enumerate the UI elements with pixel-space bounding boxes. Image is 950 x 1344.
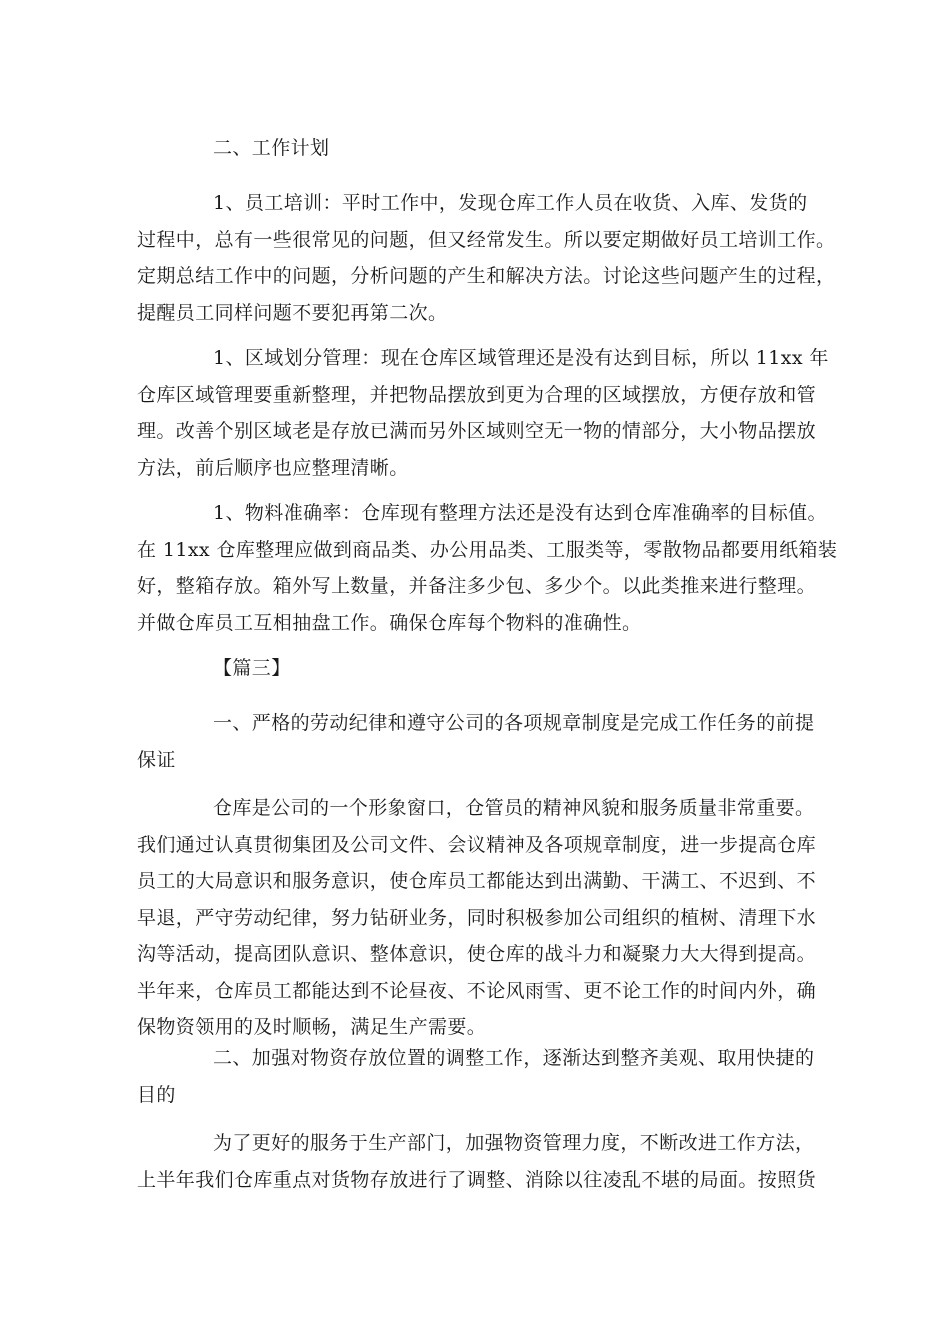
section-heading-work-plan: 二、工作计划 (213, 137, 330, 159)
paragraph-line: 半年来，仓库员工都能达到不论昼夜、不论风雨雪、更不论工作的时间内外，确 (137, 979, 817, 1002)
heading-line: 二、加强对物资存放位置的调整工作，逐渐达到整齐美观、取用快捷的 (213, 1047, 815, 1069)
paragraph-line: 1、员工培训：平时工作中，发现仓库工作人员在收货、入库、发货的 (213, 192, 808, 214)
heading-storage-adjustment (137, 1040, 817, 1113)
paragraph-line: 1、物料准确率：仓库现有整理方法还是没有达到仓库准确率的目标值。 (213, 502, 827, 524)
section-three-title: 【篇三】 (213, 657, 291, 679)
paragraph-zone-management (137, 340, 829, 486)
paragraph-line: 在 11xx 仓库整理应做到商品类、办公用品类、工服类等，零散物品都要用纸箱装 (137, 538, 838, 561)
paragraph-line: 1、区域划分管理：现在仓库区域管理还是没有达到目标，所以 11xx 年 (213, 347, 829, 369)
paragraph-line: 好，整箱存放。箱外写上数量，并备注多少包、多少个。以此类推来进行整理。 (137, 575, 817, 597)
paragraph-line: 理。改善个别区域老是存放已满而另外区域则空无一物的情部分，大小物品摆放 (137, 420, 817, 442)
paragraph-line: 仓库是公司的一个形象窗口，仓管员的精神风貌和服务质量非常重要。 (213, 797, 815, 819)
heading-line: 一、严格的劳动纪律和遵守公司的各项规章制度是完成工作任务的前提 (213, 712, 815, 734)
paragraph-line: 过程中，总有一些很常见的问题，但又经常发生。所以要定期做好员工培训工作。 (137, 228, 836, 251)
paragraph-line: 保物资领用的及时顺畅，满足生产需要。 (137, 1016, 487, 1038)
paragraph-line: 定期总结工作中的问题，分析问题的产生和解决方法。讨论这些问题产生的过程， (137, 265, 836, 287)
paragraph-material-accuracy (137, 495, 838, 641)
paragraph-line: 我们通过认真贯彻集团及公司文件、会议精神及各项规章制度，进一步提高仓库 (137, 833, 817, 856)
paragraph-line: 早退，严守劳动纪律，努力钻研业务，同时积极参加公司组织的植树、清理下水 (137, 906, 817, 929)
paragraph-line: 为了更好的服务于生产部门，加强物资管理力度，不断改进工作方法， (213, 1132, 815, 1154)
heading-labor-discipline (137, 705, 817, 778)
paragraph-line: 方法，前后顺序也应整理清晰。 (137, 456, 409, 479)
paragraph-line: 沟等活动，提高团队意识、整体意识，使仓库的战斗力和凝聚力大大得到提高。 (137, 943, 817, 965)
paragraph-line: 仓库区域管理要重新整理，并把物品摆放到更为合理的区域摆放，方便存放和管 (137, 383, 817, 406)
paragraph-line: 上半年我们仓库重点对货物存放进行了调整、消除以往凌乱不堪的局面。按照货 (137, 1168, 817, 1191)
paragraph-warehouse-image (137, 790, 817, 1046)
heading-line: 目的 (137, 1083, 176, 1106)
paragraph-staff-training (137, 185, 836, 331)
heading-line: 保证 (137, 748, 176, 771)
paragraph-line: 员工的大局意识和服务意识，使仓库员工都能达到出满勤、干满工、不迟到、不 (137, 870, 817, 892)
paragraph-line: 并做仓库员工互相抽盘工作。确保仓库每个物料的准确性。 (137, 611, 642, 634)
paragraph-service-production (137, 1125, 817, 1198)
paragraph-line: 提醒员工同样问题不要犯再第二次。 (137, 301, 448, 324)
